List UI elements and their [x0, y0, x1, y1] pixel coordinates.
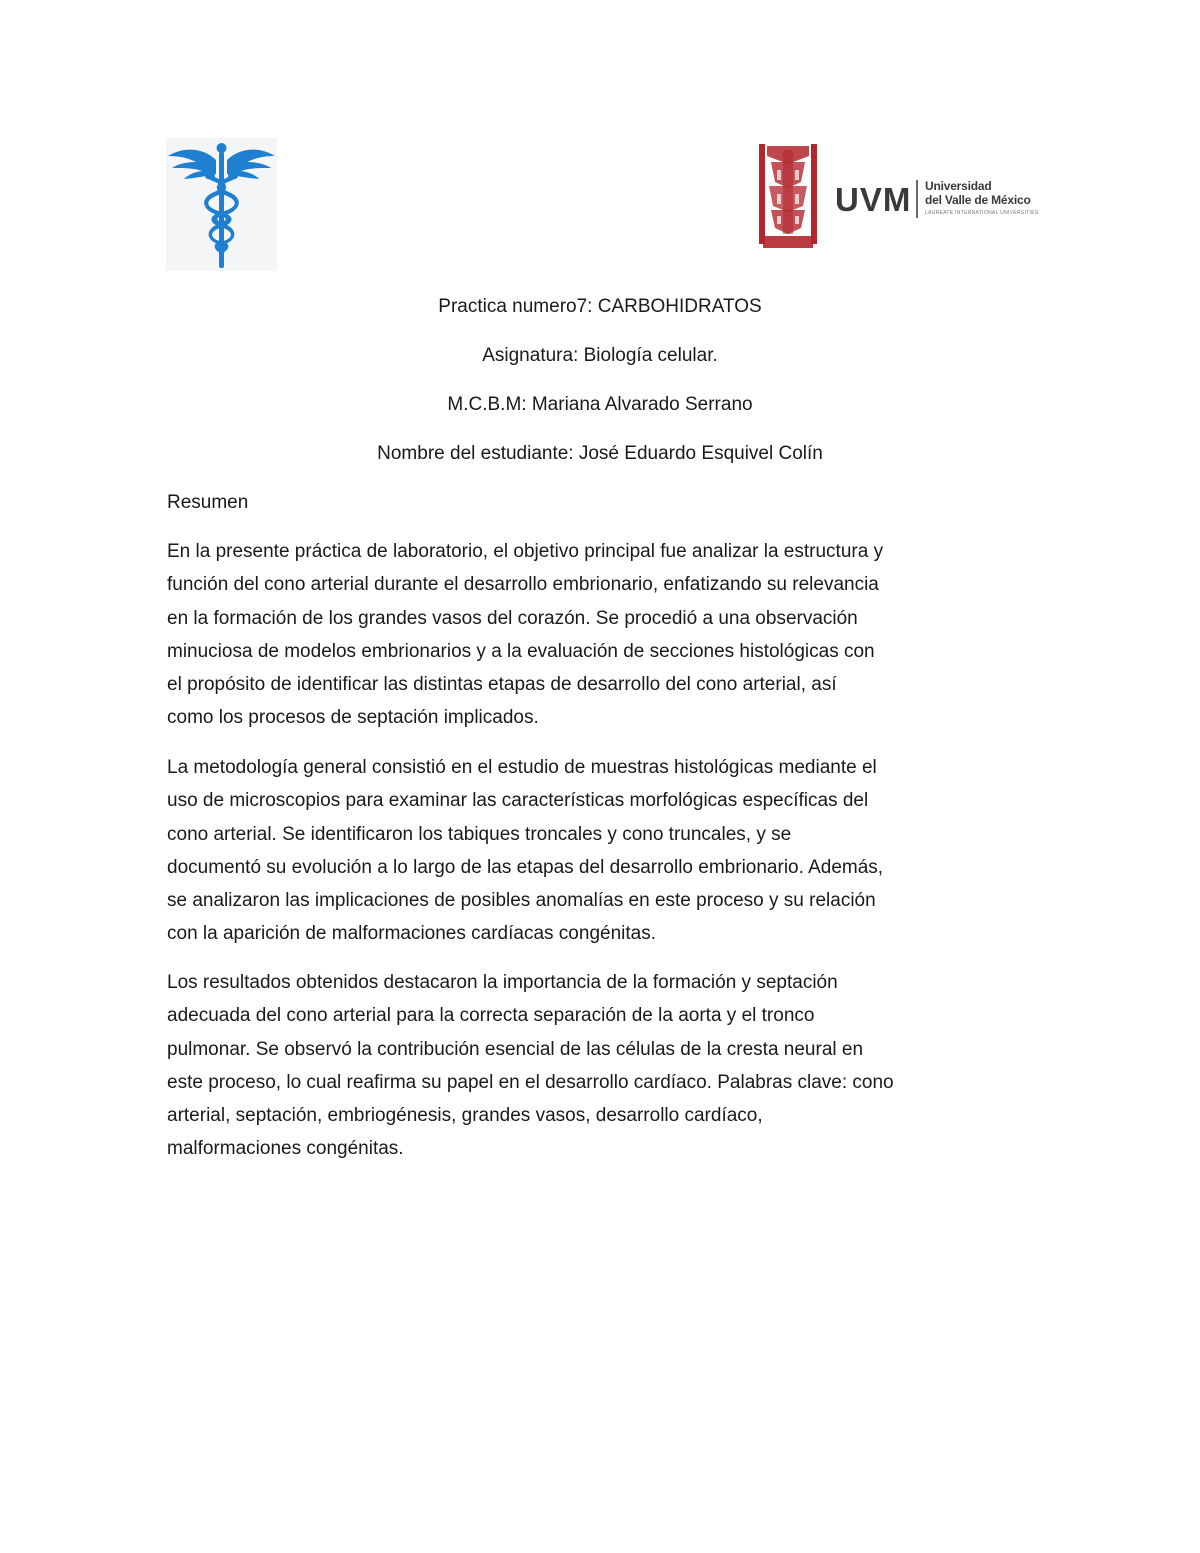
paragraph-line: En la presente práctica de laboratorio, el objetivo principal fue analizar la estructura y — [167, 541, 884, 562]
paragraph-line: como los procesos de septación implicados. — [167, 707, 539, 729]
paragraph-line: cono arterial. Se identificaron los tabiques troncales y cono truncales, y se — [167, 823, 792, 845]
abstract-paragraph-2 — [167, 751, 1047, 951]
abstract-title: Resumen — [167, 492, 249, 513]
paragraph-line: pulmonar. Se observó la contribución esencial de las células de la cresta neural en — [167, 1038, 864, 1060]
uvm-name-line2: del Valle de México — [925, 193, 1031, 207]
uvm-logo — [835, 176, 1039, 226]
caduceus-logo — [166, 138, 277, 271]
caduceus-icon — [166, 138, 277, 271]
university-seal-icon — [757, 142, 819, 250]
paragraph-line: arterial, septación, embriogénesis, grandes vasos, desarrollo cardíaco, — [167, 1105, 763, 1127]
paragraph-line: se analizaron las implicaciones de posibles anomalías en este proceso y su relación — [167, 890, 876, 912]
abstract-paragraph-3 — [167, 966, 1047, 1166]
university-seal — [757, 142, 819, 250]
paragraph-line: minuciosa de modelos embrionarios y a la evaluación de secciones histológicas con — [167, 640, 875, 662]
student-line: Nombre del estudiante: José Eduardo Esquivel Colín — [377, 443, 823, 464]
practice-title: Practica numero7: CARBOHIDRATOS — [438, 296, 762, 317]
paragraph-line: uso de microscopios para examinar las características morfológicas específicas del — [167, 790, 869, 812]
paragraph-line: malformaciones congénitas. — [167, 1138, 404, 1160]
paragraph-line: documentó su evolución a lo largo de las etapas del desarrollo embrionario. Además, — [167, 856, 884, 878]
uvm-short-name: UVM — [835, 181, 912, 218]
teacher-line: M.C.B.M: Mariana Alvarado Serrano — [447, 394, 753, 415]
uvm-tagline: LAUREATE INTERNATIONAL UNIVERSITIES — [925, 210, 1039, 216]
paragraph-line: en la formación de los grandes vasos del corazón. Se procedió a una observación — [167, 607, 858, 629]
paragraph-line: con la aparición de malformaciones cardíacas congénitas. — [167, 923, 656, 945]
paragraph-line: función del cono arterial durante el desarrollo embrionario, enfatizando su relevancia — [167, 574, 879, 596]
paragraph-line: Los resultados obtenidos destacaron la importancia de la formación y septación — [167, 972, 838, 993]
paragraph-line: La metodología general consistió en el estudio de muestras histológicas mediante el — [167, 757, 877, 778]
paragraph-line: adecuada del cono arterial para la correcta separación de la aorta y el tronco — [167, 1005, 815, 1027]
uvm-divider — [916, 180, 918, 218]
abstract-paragraph-1 — [167, 535, 1047, 735]
subject-line: Asignatura: Biología celular. — [482, 345, 718, 366]
uvm-name-line1: Universidad — [925, 179, 992, 193]
paragraph-line: el propósito de identificar las distintas etapas de desarrollo del cono arterial, así — [167, 674, 837, 696]
paragraph-line: este proceso, lo cual reafirma su papel en el desarrollo cardíaco. Palabras clave: cono — [167, 1071, 894, 1093]
